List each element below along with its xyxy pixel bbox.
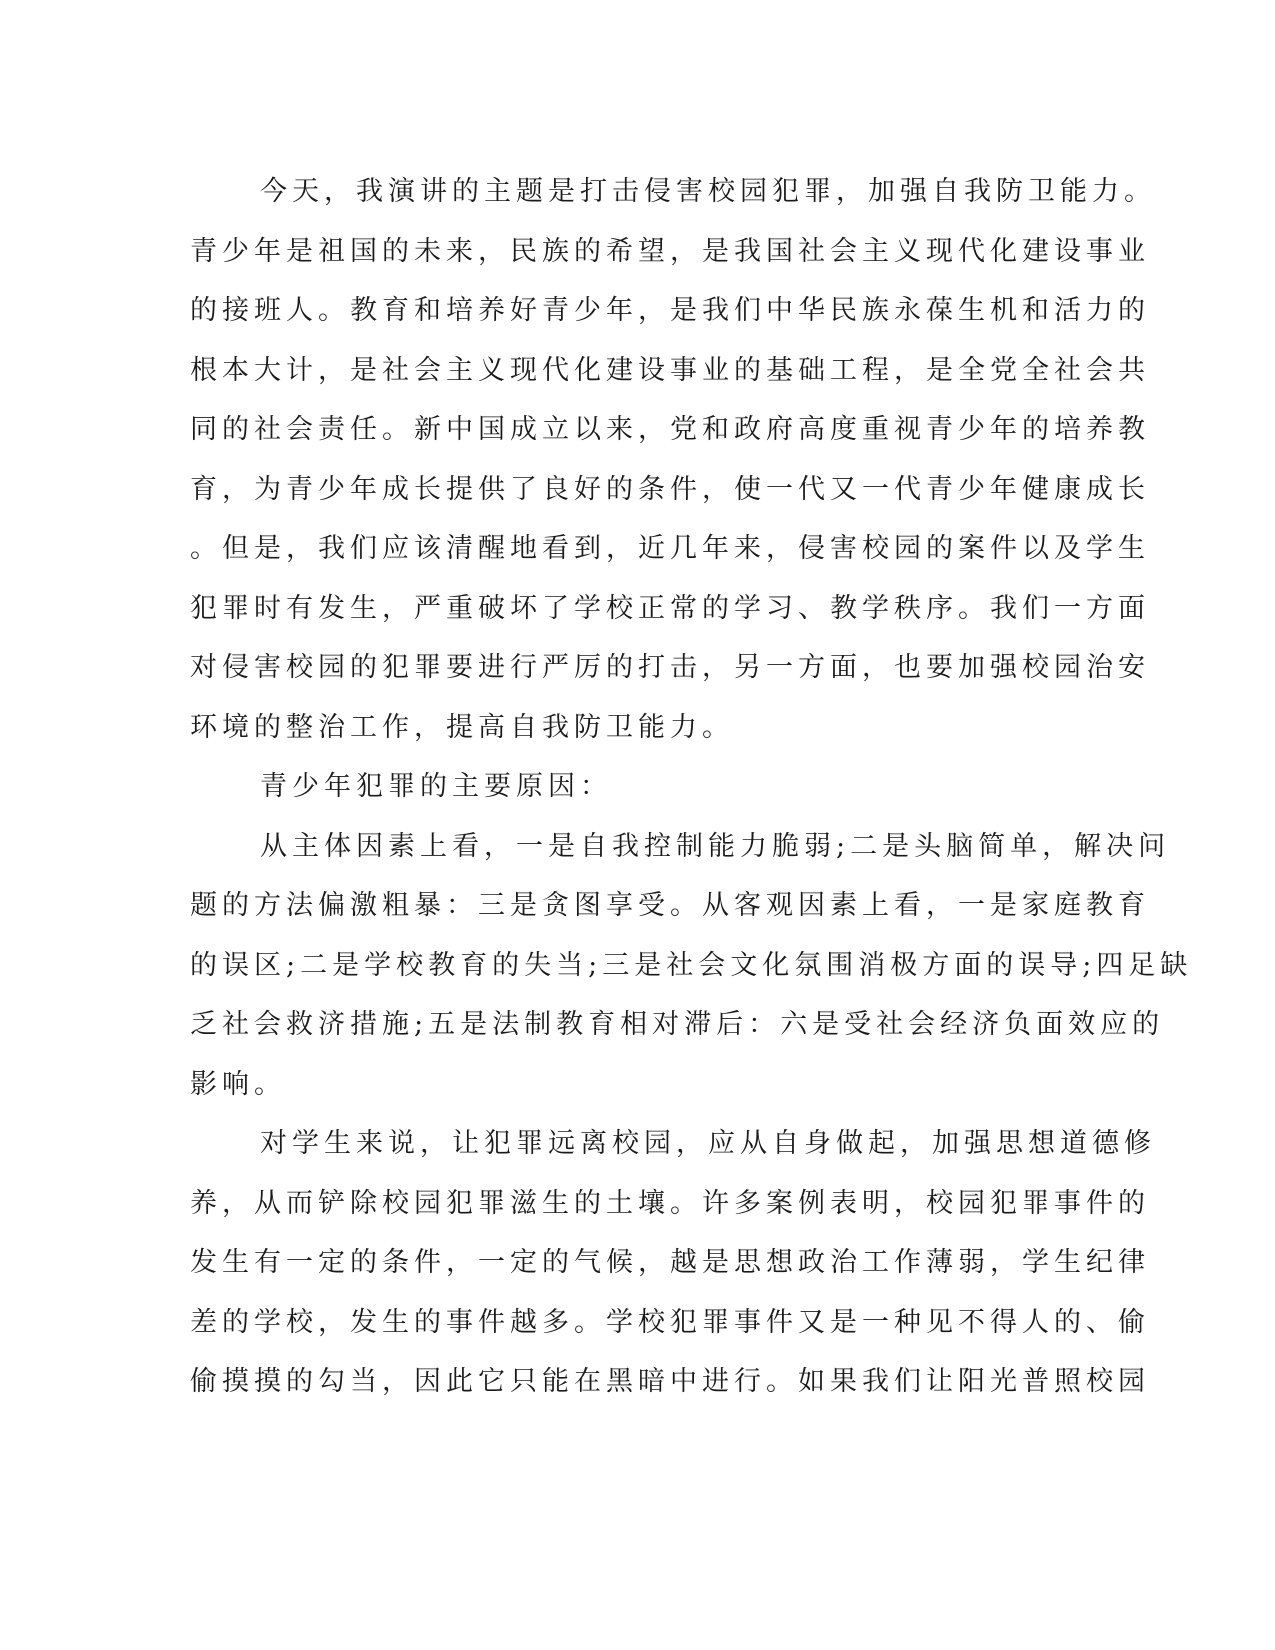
text-line: 影响。 xyxy=(190,1068,286,1100)
text-line: 育，为青少年成长提供了良好的条件，使一代又一代青少年健康成长 xyxy=(190,473,1150,505)
text-line: 今天，我演讲的主题是打击侵害校园犯罪，加强自我防卫能力。 xyxy=(260,176,1156,207)
text-line: 环境的整治工作，提高自我防卫能力。 xyxy=(190,711,734,743)
text-line: 根本大计，是社会主义现代化建设事业的基础工程，是全党全社会共 xyxy=(190,354,1150,386)
text-line: 从主体因素上看，一是自我控制能力脆弱;二是头脑简单，解决问 xyxy=(260,830,1171,862)
text-line: 偷摸摸的勾当，因此它只能在黑暗中进行。如果我们让阳光普照校园 xyxy=(190,1366,1150,1397)
text-line: 乏社会救济措施;五是法制教育相对滞后：六是受社会经济负面效应的 xyxy=(190,1009,1165,1040)
text-line: 发生有一定的条件，一定的气候，越是思想政治工作薄弱，学生纪律 xyxy=(190,1247,1150,1278)
text-line: 养，从而铲除校园犯罪滋生的土壤。许多案例表明，校园犯罪事件的 xyxy=(190,1187,1150,1219)
text-line: 差的学校，发生的事件越多。学校犯罪事件又是一种见不得人的、偷 xyxy=(190,1306,1150,1338)
text-line: 同的社会责任。新中国成立以来，党和政府高度重视青少年的培养教 xyxy=(190,414,1150,445)
text-line: 对学生来说，让犯罪远离校园，应从自身做起，加强思想道德修 xyxy=(260,1128,1156,1159)
text-line: 的误区;二是学校教育的失当;三是社会文化氛围消极方面的误导;四足缺 xyxy=(190,949,1193,981)
text-line: 犯罪时有发生，严重破坏了学校正常的学习、教学秩序。我们一方面 xyxy=(190,592,1150,624)
text-line: 的接班人。教育和培养好青少年，是我们中华民族永葆生机和活力的 xyxy=(190,295,1150,326)
text-line: 对侵害校园的犯罪要进行严厉的打击，另一方面，也要加强校园治安 xyxy=(190,652,1150,683)
text-line: 青少年是祖国的未来，民族的希望，是我国社会主义现代化建设事业 xyxy=(190,235,1150,267)
document-body xyxy=(190,162,1193,1412)
text-line: 。但是，我们应该清醒地看到，近几年来，侵害校园的案件以及学生 xyxy=(190,533,1150,564)
text-line: 题的方法偏激粗暴：三是贪图享受。从客观因素上看，一是家庭教育 xyxy=(190,890,1150,921)
section-heading: 青少年犯罪的主要原因： xyxy=(260,771,612,802)
